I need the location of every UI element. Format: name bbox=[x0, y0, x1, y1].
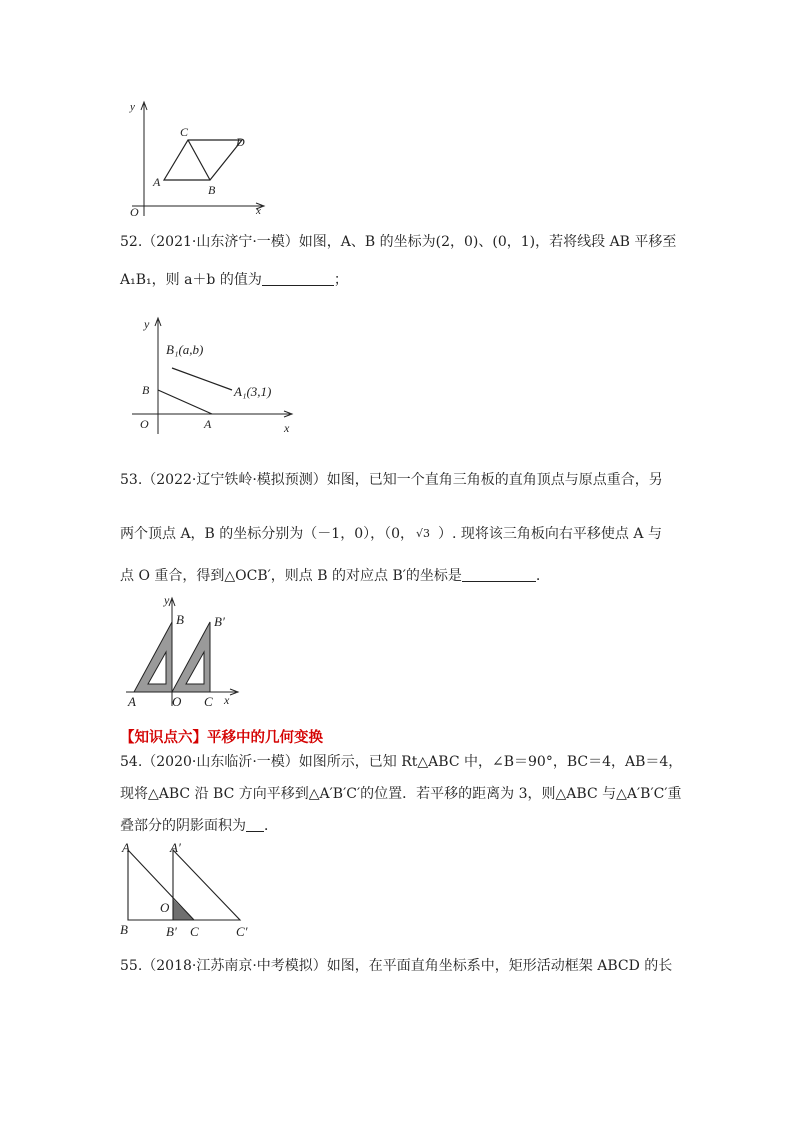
label-y: y bbox=[164, 593, 170, 607]
question-54-line2: 现将△ABC 沿 BC 方向平移到△A′B′C′的位置．若平移的距离为 3，则△ABC 与△A′B′C′重 bbox=[120, 786, 682, 802]
label-A: A bbox=[122, 840, 130, 855]
question-55-line1: 55.（2018·江苏南京·中考模拟）如图，在平面直角坐标系中，矩形活动框架 ABCD 的长 bbox=[120, 958, 673, 974]
question-54-line3 bbox=[120, 816, 278, 836]
answer-blank[interactable] bbox=[462, 567, 536, 582]
label-D: D bbox=[236, 135, 245, 149]
label-x: x bbox=[256, 205, 261, 217]
question-52-line2 bbox=[120, 270, 348, 290]
label-C: C bbox=[190, 924, 199, 939]
label-A: A bbox=[204, 417, 212, 431]
label-y: y bbox=[130, 101, 135, 113]
diagonal-CB bbox=[188, 140, 210, 180]
triangle-board-OCBp bbox=[172, 622, 210, 692]
answer-blank[interactable] bbox=[246, 817, 264, 832]
question-53-line2: 两个顶点 A，B 的坐标分别为（－1，0），（0， √3 ）. 现将该三角板向右平移使点 A 与 bbox=[120, 526, 662, 542]
label-x: x bbox=[284, 421, 290, 435]
figure-triangle-boards bbox=[124, 594, 244, 714]
label-A: A bbox=[153, 175, 161, 189]
label-C: C bbox=[180, 125, 189, 139]
label-B: B bbox=[176, 612, 184, 627]
question-53-end: . bbox=[535, 568, 541, 584]
figure-overlapping-triangles bbox=[116, 838, 266, 942]
label-A: A bbox=[128, 694, 136, 709]
figure-parallelogram bbox=[118, 96, 278, 220]
label-origin: O bbox=[130, 205, 139, 219]
question-52-line1: 52.（2021·山东济宁·一模）如图，A、B 的坐标为(2，0)、(0，1)，若将线段 AB 平移至 bbox=[120, 234, 677, 250]
question-53-text-2: ）. 现将该三角板向右平移使点 A 与 bbox=[438, 526, 662, 542]
label-origin: O bbox=[140, 417, 149, 431]
label-O: O bbox=[160, 900, 170, 915]
question-52-text: A₁B₁，则 a＋b 的值为 bbox=[120, 272, 262, 288]
question-54-end: ． bbox=[264, 818, 278, 834]
label-B: B bbox=[142, 383, 150, 397]
figure-segment-translation bbox=[124, 314, 314, 438]
label-B: B bbox=[120, 922, 128, 937]
segment-A1B1 bbox=[172, 368, 232, 390]
segment-AB bbox=[158, 390, 212, 414]
label-B1: B₁(a,b) bbox=[166, 342, 204, 357]
label-origin: O bbox=[172, 694, 182, 709]
label-C: C bbox=[204, 694, 213, 709]
label-B: B bbox=[208, 183, 216, 197]
label-x: x bbox=[224, 693, 230, 707]
question-53-line3 bbox=[120, 566, 540, 586]
label-Bp: B′ bbox=[166, 924, 177, 939]
question-53-text-3: 点 O 重合，得到△OCB′，则点 B 的对应点 B′的坐标是 bbox=[120, 568, 462, 584]
question-52-end: ； bbox=[333, 272, 348, 288]
label-Ap: A′ bbox=[170, 840, 181, 855]
question-54-line1: 54.（2020·山东临沂·一模）如图所示，已知 Rt△ABC 中，∠B＝90°，BC＝4，AB＝4， bbox=[120, 754, 683, 770]
label-A1: A₁(3,1) bbox=[234, 384, 272, 399]
question-53-text: 两个顶点 A，B 的坐标分别为（－1，0），（0， bbox=[120, 526, 415, 542]
triangle-board-ABO bbox=[134, 622, 172, 692]
parallelogram-ACDB bbox=[164, 140, 242, 180]
answer-blank[interactable] bbox=[262, 271, 334, 286]
question-53-line1: 53.（2022·辽宁铁岭·模拟预测）如图，已知一个直角三角板的直角顶点与原点重合，另 bbox=[120, 472, 663, 488]
question-54-text: 叠部分的阴影面积为 bbox=[120, 818, 246, 834]
label-Bp: B′ bbox=[214, 614, 225, 629]
label-Cp: C′ bbox=[236, 924, 248, 939]
label-y: y bbox=[144, 317, 150, 331]
section-heading: 【知识点六】平移中的几何变换 bbox=[120, 730, 323, 746]
